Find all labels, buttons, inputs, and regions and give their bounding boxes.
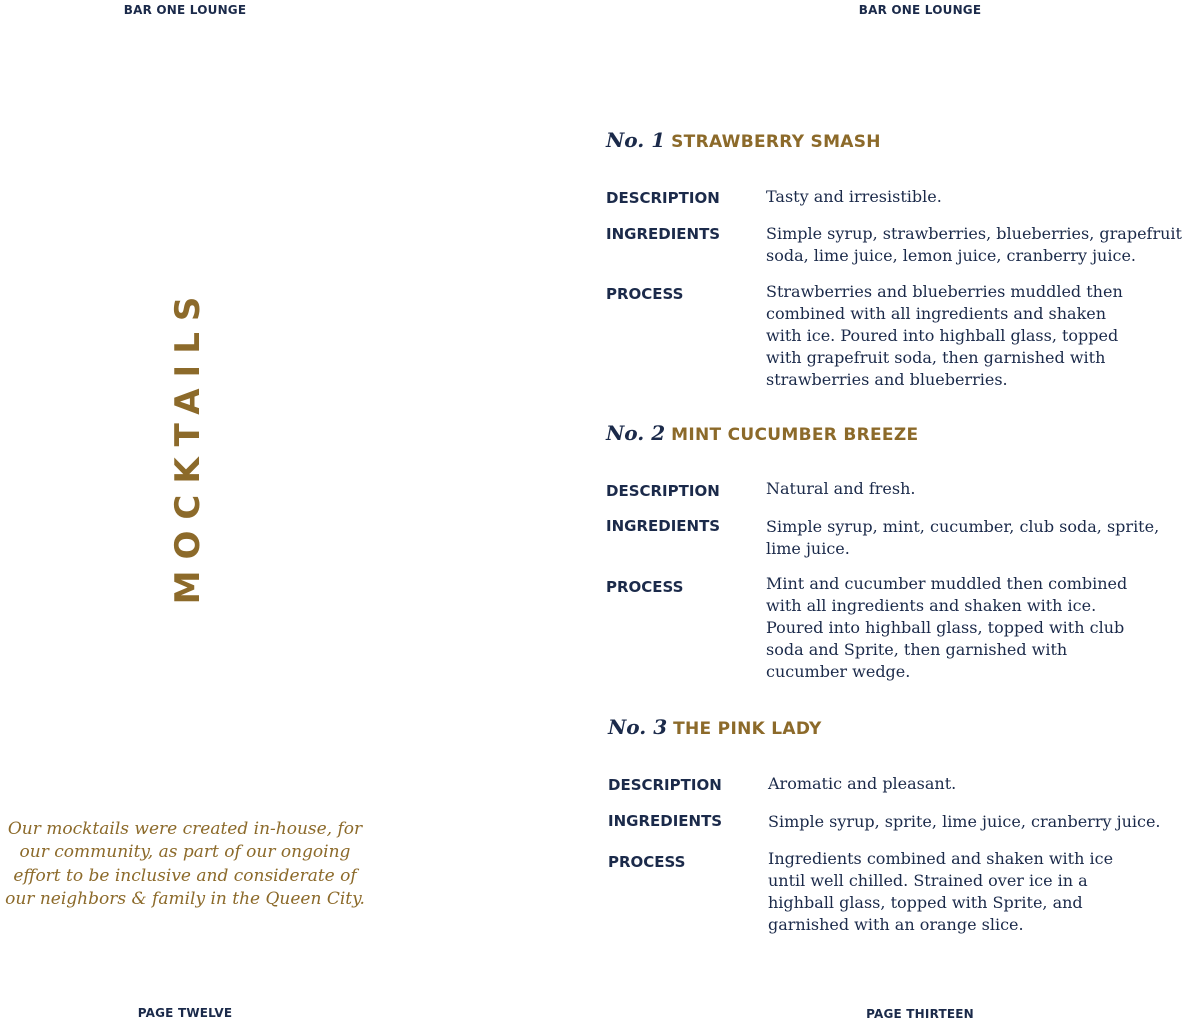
description-label: DESCRIPTION [606, 189, 720, 207]
ingredients-value: Simple syrup, mint, cucumber, club soda, sprite, lime juice. [766, 517, 1160, 558]
description-label: DESCRIPTION [608, 776, 722, 794]
ingredients-value: Simple syrup, sprite, lime juice, cranberry juice. [768, 812, 1161, 831]
ingredients-label: INGREDIENTS [606, 225, 721, 243]
drink-title [606, 421, 918, 445]
drink-number: No. 3 [608, 715, 668, 739]
process-value: Strawberries and blueberries muddled then combined with all ingredients and shaken with ice. Poured into highball glass, topped with grapefruit soda, then garnished with strawberries and blueberries. [766, 282, 1123, 389]
process-value: Mint and cucumber muddled then combined with all ingredients and shaken with ice. Poured into highball glass, topped with club soda and Sprite, then garnished with cucumber wedge. [766, 574, 1128, 681]
page-header-right: BAR ONE LOUNGE [858, 3, 982, 17]
ingredients-label: INGREDIENTS [606, 517, 721, 535]
drink-title [606, 128, 881, 152]
process-label: PROCESS [606, 578, 684, 596]
process-value: Ingredients combined and shaken with ice until well chilled. Strained over ice in a highball glass, topped with Sprite, and garnished with an orange slice. [768, 849, 1114, 934]
drink-number: No. 2 [606, 421, 666, 445]
drink-name: MINT CUCUMBER BREEZE [671, 425, 919, 445]
drink-number: No. 1 [606, 128, 666, 152]
ingredients-label: INGREDIENTS [608, 812, 723, 830]
description-value: Natural and fresh. [766, 479, 916, 498]
drink-title [608, 715, 822, 739]
drink-name: STRAWBERRY SMASH [671, 132, 881, 152]
description-label: DESCRIPTION [606, 482, 720, 500]
page-header-left: BAR ONE LOUNGE [123, 3, 247, 17]
description-value: Aromatic and pleasant. [768, 774, 957, 793]
ingredients-value: Simple syrup, strawberries, blueberries, grapefruit soda, lime juice, lemon juice, cranberry juice. [766, 224, 1182, 265]
intro-text: Our mocktails were created in-house, for our community, as part of our ongoing effort to be inclusive and considerate of our neighbors & family in the Queen City. [5, 819, 365, 909]
process-label: PROCESS [606, 285, 684, 303]
process-label: PROCESS [608, 853, 686, 871]
page-footer-left: PAGE TWELVE [137, 1006, 233, 1020]
section-title: MOCKTAILS [168, 285, 208, 605]
drink-name: THE PINK LADY [673, 719, 822, 739]
description-value: Tasty and irresistible. [766, 187, 942, 206]
page-footer-right: PAGE THIRTEEN [866, 1007, 974, 1021]
